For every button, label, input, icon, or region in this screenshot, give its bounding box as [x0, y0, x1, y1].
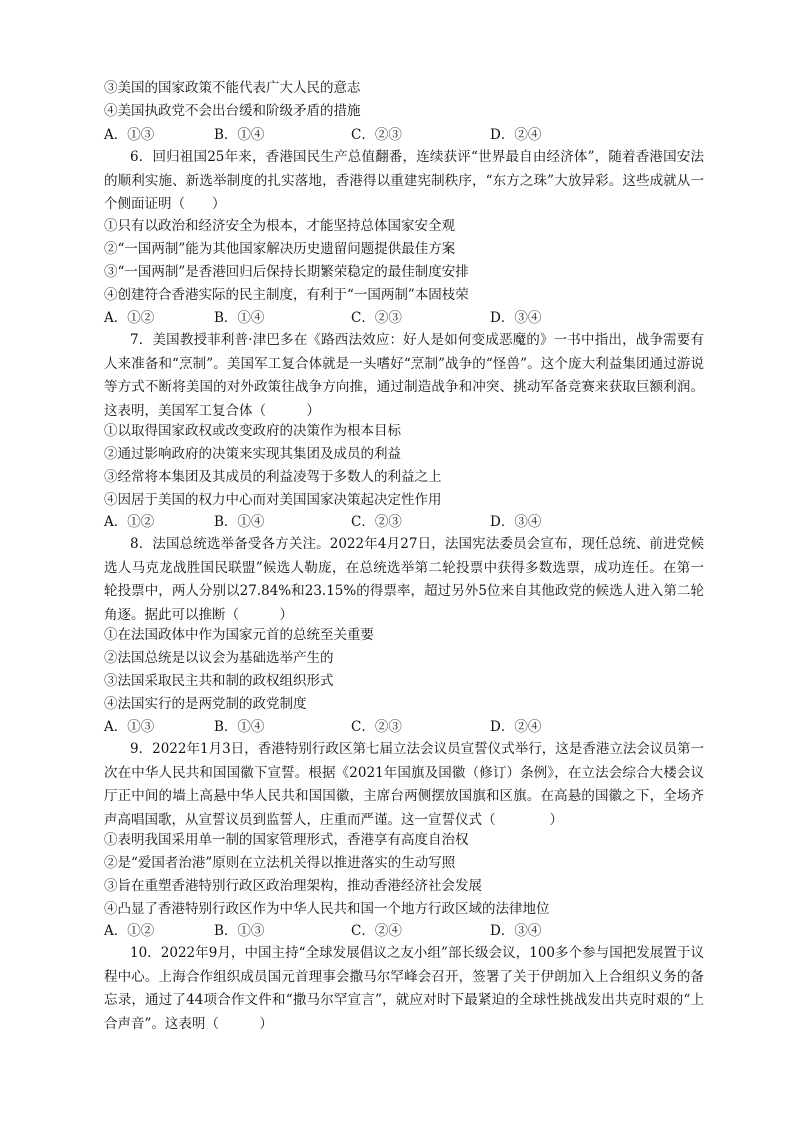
q9-item-2: ②是“爱国者治港”原则在立法机关得以推进落实的生动写照 — [104, 855, 456, 871]
q6-option-d[interactable]: D．③④ — [490, 310, 542, 326]
q8-stem: 8．法国总统选举备受各方关注。2022年4月27日，法国宪法委员会宣布，现任总统、前进党候选人马克龙战胜国民联盟”候选人勒庞，在总统选举第二轮投票中获得多数选票，成功连任。在第一轮投票中，两人分别以27.84%和23.15%的得票率，超过另外5位来自其他政党的候选人进入第二轮角逐。据此可以推断（ ） — [104, 536, 704, 623]
q6-item-1: ①只有以政治和经济安全为根本，才能坚持总体国家安全观 — [104, 218, 455, 234]
q7-item-2: ②通过影响政府的决策来实现其集团及成员的利益 — [104, 446, 401, 462]
q6-stem: 6．回归祖国25年来，香港国民生产总值翻番，连续获评“世界最自由经济体”，随着香港国安法的顺利实施、新选举制度的扎实落地，香港得以重建宪制秩序，“东方之珠”大放异彩。这些成就从一个侧面证明（ ） — [104, 149, 704, 212]
q8-item-3: ③法国采取民主共和制的政权组织形式 — [104, 673, 334, 689]
q5-item-3: ③美国的国家政策不能代表广大人民的意志 — [104, 80, 361, 96]
q9-options — [104, 920, 704, 942]
q9-option-c[interactable]: C．②④ — [351, 923, 402, 939]
q5-option-c[interactable]: C．②③ — [351, 127, 402, 143]
q9-stem: 9．2022年1月3日，香港特别行政区第七届立法会议员宣誓仪式举行，这是香港立法会议员第一次在中华人民共和国国徽下宣誓。根据《2021年国旗及国徽（修订）条例》，在立法会综合大楼会议厅正中间的墙上高悬中华人民共和国国徽，主席台两侧摆放国旗和区旗。在高悬的国徽之下，全场齐声高唱国歌，从宣誓议员到监誓人，庄重而严谨。这一宣誓仪式（ ） — [104, 741, 704, 828]
q6-item-3: ③“一国两制”是香港回归后保持长期繁荣稳定的最佳制度安排 — [104, 264, 469, 280]
q7-stem: 7．美国教授菲利普·津巴多在《路西法效应：好人是如何变成恶魔的》一书中指出，战争需要有人来准备和“烹制”。美国军工复合体就是一头嗜好“烹制”战争的“怪兽”。这个庞大利益集团通过游说等方式不断将美国的对外政策往战争方向推，通过制造战争和冲突、挑动军备竞赛来获取巨额利润。这表明，美国军工复合体（ ） — [104, 332, 704, 419]
q8-item-4: ④法国实行的是两党制的政党制度 — [104, 696, 307, 712]
q8-item-2: ②法国总统是以议会为基础选举产生的 — [104, 650, 334, 666]
q6-item-2: ②“一国两制”能为其他国家解决历史遗留问题提供最佳方案 — [104, 241, 456, 257]
q7-item-1: ①以取得国家政权或改变政府的决策作为根本目标 — [104, 423, 401, 439]
q6-option-c[interactable]: C．②③ — [351, 310, 402, 326]
q9-option-d[interactable]: D．③④ — [490, 923, 542, 939]
q7-option-a[interactable]: A．①② — [104, 514, 155, 530]
q7-option-b[interactable]: B．①④ — [214, 514, 265, 530]
q6-option-b[interactable]: B．①④ — [214, 310, 265, 326]
q6-options — [104, 307, 704, 329]
q5-option-d[interactable]: D．②④ — [490, 127, 542, 143]
q5-option-b[interactable]: B．①④ — [214, 127, 265, 143]
q7-options — [104, 511, 704, 533]
q6-option-a[interactable]: A．①② — [104, 310, 155, 326]
q8-option-c[interactable]: C．②③ — [351, 719, 402, 735]
q8-options — [104, 716, 704, 738]
q8-option-b[interactable]: B．①④ — [214, 719, 265, 735]
q9-item-4: ④凸显了香港特别行政区作为中华人民共和国一个地方行政区域的法律地位 — [104, 901, 550, 917]
q7-option-c[interactable]: C．②③ — [351, 514, 402, 530]
q6-item-4: ④创建符合香港实际的民主制度，有利于“一国两制”本固枝荣 — [104, 287, 469, 303]
q9-option-b[interactable]: B．①③ — [214, 923, 265, 939]
q10-stem: 10．2022年9月，中国主持“全球发展倡议之友小组”部长级会议，100多个参与国把发展置于议程中心。上海合作组织成员国元首理事会撒马尔罕峰会召开，签署了关于伊朗加入上合组织义务的备忘录，通过了44项合作文件和“撒马尔罕宣言”，就应对时下最紧迫的全球性挑战发出共克时艰的“上合声音”。这表明（ ） — [104, 945, 704, 1032]
q8-option-d[interactable]: D．②④ — [490, 719, 542, 735]
q9-option-a[interactable]: A．①② — [104, 923, 155, 939]
q5-option-a[interactable]: A．①③ — [104, 127, 155, 143]
q7-item-3: ③经常将本集团及其成员的利益凌驾于多数人的利益之上 — [104, 469, 442, 485]
q5-item-4: ④美国执政党不会出台缓和阶级矛盾的措施 — [104, 103, 361, 119]
q9-item-3: ③旨在重塑香港特别行政区政治理架构，推动香港经济社会发展 — [104, 878, 482, 894]
q8-option-a[interactable]: A．①③ — [104, 719, 155, 735]
q9-item-1: ①表明我国采用单一制的国家管理形式，香港享有高度自治权 — [104, 832, 469, 848]
q5-options — [104, 124, 704, 146]
q7-option-d[interactable]: D．③④ — [490, 514, 542, 530]
q8-item-1: ①在法国政体中作为国家元首的总统至关重要 — [104, 627, 374, 643]
q7-item-4: ④因居于美国的权力中心而对美国国家决策起决定性作用 — [104, 492, 442, 508]
